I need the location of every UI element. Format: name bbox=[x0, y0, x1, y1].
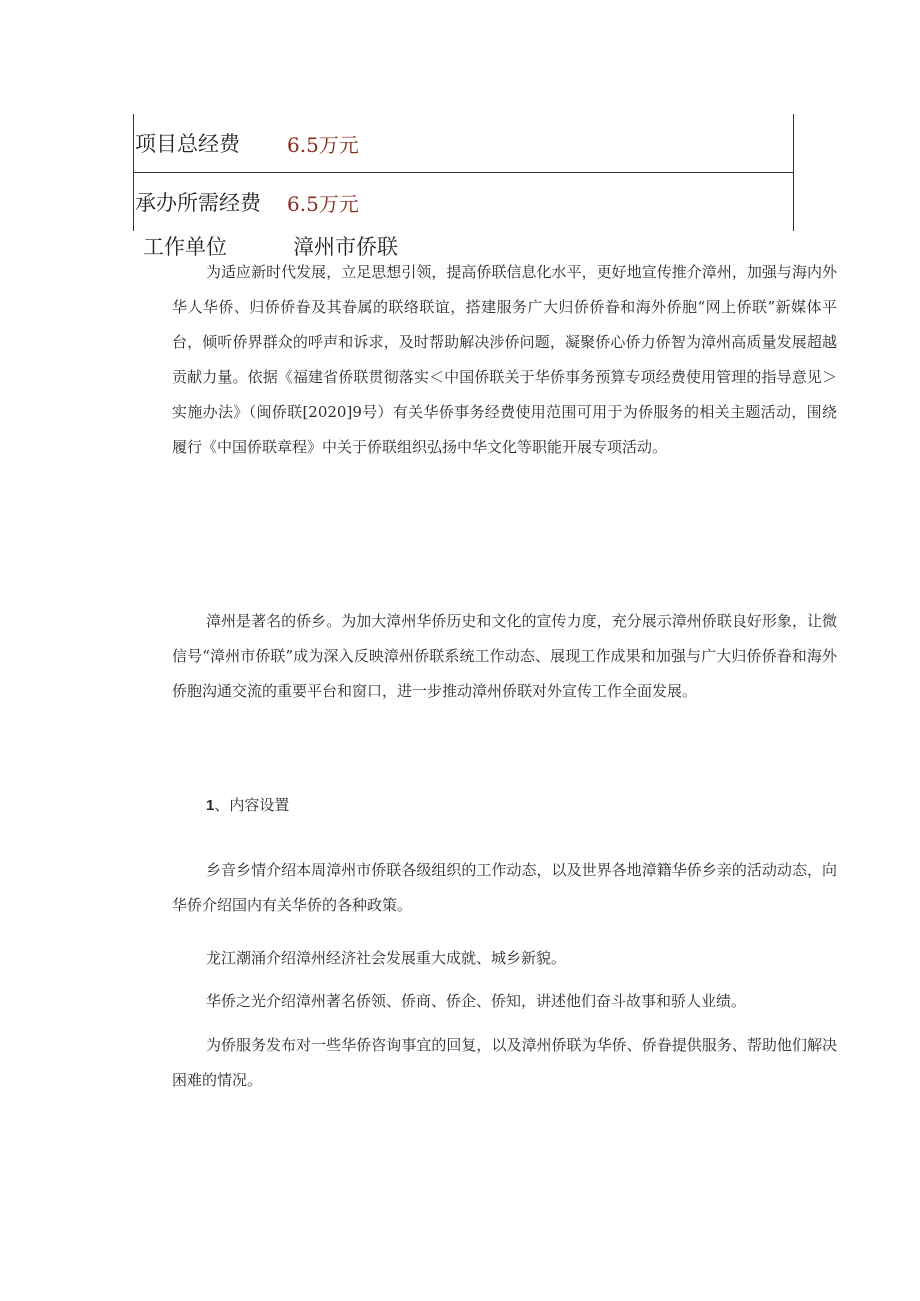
background-paragraph: 为适应新时代发展，立足思想引领，提高侨联信息化水平，更好地宣传推介漳州，加强与海内外华人华侨、归侨侨眷及其眷属的联络联谊，搭建服务广大归侨侨眷和海外侨胞“网上侨联”新媒体平台，倾听侨界群众的呼声和诉求，及时帮助解决涉侨问题，凝聚侨心侨力侨智为漳州高质量发展超越贡献力量。依据《福建省侨联贯彻落实＜中国侨联关于华侨事务预算专项经费使用管理的指导意见＞实施办法》（闽侨联[2020]9号）有关华侨事务经费使用范围可用于为侨服务的相关主题活动，围绕履行《中国侨联章程》中关于侨联组织弘扬中华文化等职能开展专项活动。 bbox=[172, 263, 837, 456]
content-item: 为侨服务发布对一些华侨咨询事宜的回复，以及漳州侨联为华侨、侨眷提供服务、帮助他们解决困难的情况。 bbox=[172, 1036, 837, 1089]
section-number: 1 bbox=[206, 797, 215, 814]
content-item: 华侨之光介绍漳州著名侨领、侨商、侨企、侨知，讲述他们奋斗故事和骄人业绩。 bbox=[206, 992, 747, 1010]
content-item: 乡音乡情介绍本周漳州市侨联各级组织的工作动态，以及世界各地漳籍华侨乡亲的活动动态，向华侨介绍国内有关华侨的各种政策。 bbox=[172, 861, 837, 914]
expense-table bbox=[133, 114, 795, 231]
section-title: 、内容设置 bbox=[214, 796, 290, 814]
total-budget-label: 项目总经费 bbox=[135, 132, 240, 156]
purpose-paragraph: 漳州是著名的侨乡。为加大漳州华侨历史和文化的宣传力度，充分展示漳州侨联良好形象，让微信号“漳州市侨联”成为深入反映漳州侨联系统工作动态、展现工作成果和加强与广大归侨侨眷和海外侨胞沟通交流的重要平台和窗口，进一步推动漳州侨联对外宣传工作全面发展。 bbox=[172, 612, 837, 700]
required-budget-value: 6.5万元 bbox=[287, 192, 359, 216]
work-unit-label: 工作单位 bbox=[143, 235, 227, 259]
total-budget-value: 6.5万元 bbox=[287, 133, 359, 157]
work-unit-value: 漳州市侨联 bbox=[293, 235, 398, 259]
section-heading bbox=[206, 791, 289, 820]
table-row-divider bbox=[133, 172, 794, 173]
required-budget-label: 承办所需经费 bbox=[135, 191, 261, 215]
content-item: 龙江潮涌介绍漳州经济社会发展重大成就、城乡新貌。 bbox=[206, 949, 567, 967]
